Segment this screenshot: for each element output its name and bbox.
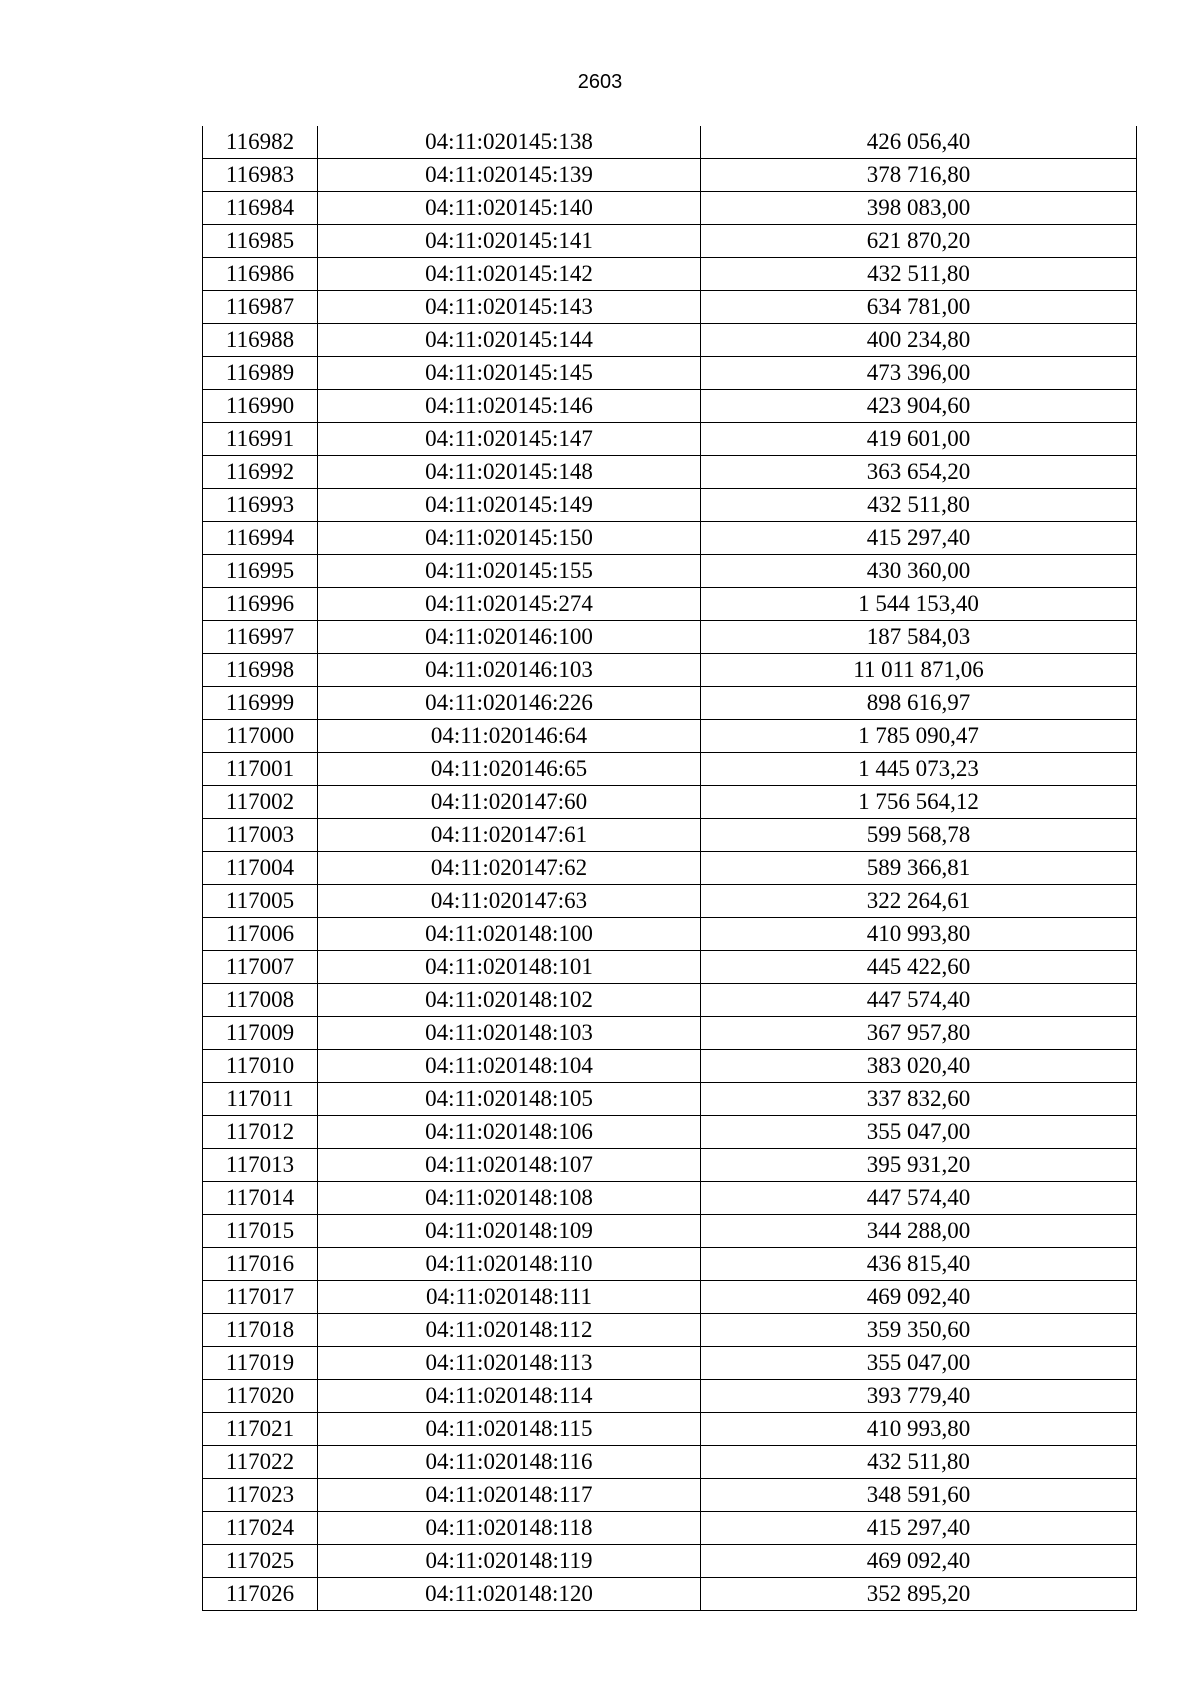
row-number-cell: 117006 — [203, 918, 318, 951]
row-number-cell: 116984 — [203, 192, 318, 225]
row-number-cell: 116993 — [203, 489, 318, 522]
cadastral-number-cell: 04:11:020148:109 — [318, 1215, 701, 1248]
table-row — [203, 456, 1137, 489]
table-row — [203, 1182, 1137, 1215]
row-number-cell: 116987 — [203, 291, 318, 324]
row-number-cell: 117021 — [203, 1413, 318, 1446]
cadastral-number-cell: 04:11:020148:112 — [318, 1314, 701, 1347]
table-row — [203, 192, 1137, 225]
cadastral-number-cell: 04:11:020146:103 — [318, 654, 701, 687]
cadastral-number-cell: 04:11:020146:226 — [318, 687, 701, 720]
cadastral-number-cell: 04:11:020145:149 — [318, 489, 701, 522]
cadastral-number-cell: 04:11:020146:64 — [318, 720, 701, 753]
cadastral-value-cell: 1 756 564,12 — [701, 786, 1137, 819]
row-number-cell: 116999 — [203, 687, 318, 720]
cadastral-value-cell: 634 781,00 — [701, 291, 1137, 324]
row-number-cell: 117020 — [203, 1380, 318, 1413]
row-number-cell: 116998 — [203, 654, 318, 687]
cadastral-value-cell: 447 574,40 — [701, 984, 1137, 1017]
cadastral-number-cell: 04:11:020146:100 — [318, 621, 701, 654]
cadastral-number-cell: 04:11:020148:104 — [318, 1050, 701, 1083]
cadastral-value-cell: 344 288,00 — [701, 1215, 1137, 1248]
table-row — [203, 687, 1137, 720]
cadastral-number-cell: 04:11:020148:102 — [318, 984, 701, 1017]
cadastral-value-cell: 398 083,00 — [701, 192, 1137, 225]
table-row — [203, 555, 1137, 588]
cadastral-number-cell: 04:11:020147:61 — [318, 819, 701, 852]
table-row — [203, 489, 1137, 522]
row-number-cell: 116996 — [203, 588, 318, 621]
cadastral-number-cell: 04:11:020148:108 — [318, 1182, 701, 1215]
row-number-cell: 116985 — [203, 225, 318, 258]
table-row — [203, 1149, 1137, 1182]
cadastral-value-cell: 395 931,20 — [701, 1149, 1137, 1182]
cadastral-value-cell: 400 234,80 — [701, 324, 1137, 357]
row-number-cell: 117012 — [203, 1116, 318, 1149]
cadastral-number-cell: 04:11:020148:106 — [318, 1116, 701, 1149]
row-number-cell: 117023 — [203, 1479, 318, 1512]
cadastral-number-cell: 04:11:020145:140 — [318, 192, 701, 225]
table-row — [203, 621, 1137, 654]
table-row — [203, 852, 1137, 885]
cadastral-value-cell: 445 422,60 — [701, 951, 1137, 984]
table-row — [203, 357, 1137, 390]
cadastral-value-cell: 415 297,40 — [701, 522, 1137, 555]
cadastral-value-cell: 1 544 153,40 — [701, 588, 1137, 621]
row-number-cell: 116989 — [203, 357, 318, 390]
table-row — [203, 720, 1137, 753]
row-number-cell: 116994 — [203, 522, 318, 555]
cadastral-number-cell: 04:11:020148:115 — [318, 1413, 701, 1446]
cadastral-value-cell: 430 360,00 — [701, 555, 1137, 588]
cadastral-number-cell: 04:11:020145:142 — [318, 258, 701, 291]
row-number-cell: 117014 — [203, 1182, 318, 1215]
cadastral-value-cell: 355 047,00 — [701, 1347, 1137, 1380]
table-row — [203, 918, 1137, 951]
table-row — [203, 654, 1137, 687]
cadastral-value-cell: 355 047,00 — [701, 1116, 1137, 1149]
table-row — [203, 1083, 1137, 1116]
cadastral-number-cell: 04:11:020148:120 — [318, 1578, 701, 1611]
cadastral-value-cell: 469 092,40 — [701, 1545, 1137, 1578]
table-row — [203, 1017, 1137, 1050]
table-row — [203, 1413, 1137, 1446]
table-row — [203, 225, 1137, 258]
cadastral-value-cell: 415 297,40 — [701, 1512, 1137, 1545]
cadastral-value-cell: 410 993,80 — [701, 1413, 1137, 1446]
row-number-cell: 116983 — [203, 159, 318, 192]
cadastral-value-cell: 1 785 090,47 — [701, 720, 1137, 753]
table-row — [203, 1347, 1137, 1380]
cadastral-value-cell: 1 445 073,23 — [701, 753, 1137, 786]
table-row — [203, 258, 1137, 291]
cadastral-value-cell: 898 616,97 — [701, 687, 1137, 720]
cadastral-value-cell: 378 716,80 — [701, 159, 1137, 192]
cadastral-value-cell: 187 584,03 — [701, 621, 1137, 654]
row-number-cell: 117008 — [203, 984, 318, 1017]
cadastral-number-cell: 04:11:020148:100 — [318, 918, 701, 951]
cadastral-value-cell: 363 654,20 — [701, 456, 1137, 489]
cadastral-number-cell: 04:11:020145:139 — [318, 159, 701, 192]
table-row — [203, 1446, 1137, 1479]
row-number-cell: 117003 — [203, 819, 318, 852]
table-row — [203, 951, 1137, 984]
row-number-cell: 117026 — [203, 1578, 318, 1611]
row-number-cell: 116982 — [203, 126, 318, 159]
row-number-cell: 117011 — [203, 1083, 318, 1116]
table-row — [203, 786, 1137, 819]
row-number-cell: 116997 — [203, 621, 318, 654]
cadastral-number-cell: 04:11:020145:155 — [318, 555, 701, 588]
cadastral-number-cell: 04:11:020148:103 — [318, 1017, 701, 1050]
table-row — [203, 819, 1137, 852]
row-number-cell: 117007 — [203, 951, 318, 984]
row-number-cell: 117005 — [203, 885, 318, 918]
cadastral-number-cell: 04:11:020145:145 — [318, 357, 701, 390]
cadastral-number-cell: 04:11:020148:101 — [318, 951, 701, 984]
table-row — [203, 1248, 1137, 1281]
cadastral-number-cell: 04:11:020145:150 — [318, 522, 701, 555]
table-row — [203, 1314, 1137, 1347]
cadastral-number-cell: 04:11:020147:62 — [318, 852, 701, 885]
cadastral-number-cell: 04:11:020145:147 — [318, 423, 701, 456]
table-row — [203, 753, 1137, 786]
table-row — [203, 1545, 1137, 1578]
cadastral-value-cell: 469 092,40 — [701, 1281, 1137, 1314]
cadastral-value-cell: 337 832,60 — [701, 1083, 1137, 1116]
row-number-cell: 116992 — [203, 456, 318, 489]
cadastral-number-cell: 04:11:020148:114 — [318, 1380, 701, 1413]
cadastral-number-cell: 04:11:020148:119 — [318, 1545, 701, 1578]
table-row — [203, 588, 1137, 621]
row-number-cell: 117025 — [203, 1545, 318, 1578]
row-number-cell: 117004 — [203, 852, 318, 885]
cadastral-number-cell: 04:11:020148:105 — [318, 1083, 701, 1116]
row-number-cell: 117017 — [203, 1281, 318, 1314]
cadastral-value-cell: 383 020,40 — [701, 1050, 1137, 1083]
row-number-cell: 116986 — [203, 258, 318, 291]
table-row — [203, 324, 1137, 357]
cadastral-number-cell: 04:11:020148:116 — [318, 1446, 701, 1479]
cadastral-number-cell: 04:11:020148:117 — [318, 1479, 701, 1512]
row-number-cell: 117001 — [203, 753, 318, 786]
cadastral-value-cell: 589 366,81 — [701, 852, 1137, 885]
row-number-cell: 117000 — [203, 720, 318, 753]
cadastral-value-cell: 436 815,40 — [701, 1248, 1137, 1281]
cadastral-number-cell: 04:11:020145:143 — [318, 291, 701, 324]
table-row — [203, 126, 1137, 159]
table-row — [203, 522, 1137, 555]
row-number-cell: 117018 — [203, 1314, 318, 1347]
cadastral-value-cell: 410 993,80 — [701, 918, 1137, 951]
row-number-cell: 117024 — [203, 1512, 318, 1545]
row-number-cell: 117002 — [203, 786, 318, 819]
row-number-cell: 116995 — [203, 555, 318, 588]
table-row — [203, 1479, 1137, 1512]
cadastral-number-cell: 04:11:020145:138 — [318, 126, 701, 159]
cadastral-number-cell: 04:11:020148:118 — [318, 1512, 701, 1545]
row-number-cell: 117022 — [203, 1446, 318, 1479]
row-number-cell: 116988 — [203, 324, 318, 357]
table-row — [203, 1380, 1137, 1413]
table-row — [203, 1116, 1137, 1149]
row-number-cell: 117009 — [203, 1017, 318, 1050]
cadastral-number-cell: 04:11:020145:148 — [318, 456, 701, 489]
table-row — [203, 1578, 1137, 1611]
table-row — [203, 1215, 1137, 1248]
cadastral-value-cell: 393 779,40 — [701, 1380, 1137, 1413]
row-number-cell: 117013 — [203, 1149, 318, 1182]
cadastral-value-cell: 423 904,60 — [701, 390, 1137, 423]
cadastral-value-cell: 322 264,61 — [701, 885, 1137, 918]
cadastral-number-cell: 04:11:020145:274 — [318, 588, 701, 621]
table-body — [203, 126, 1137, 1611]
table-row — [203, 291, 1137, 324]
cadastral-number-cell: 04:11:020147:60 — [318, 786, 701, 819]
cadastral-number-cell: 04:11:020145:144 — [318, 324, 701, 357]
table-row — [203, 1512, 1137, 1545]
row-number-cell: 117019 — [203, 1347, 318, 1380]
cadastral-number-cell: 04:11:020148:107 — [318, 1149, 701, 1182]
row-number-cell: 116990 — [203, 390, 318, 423]
cadastral-value-cell: 473 396,00 — [701, 357, 1137, 390]
cadastral-value-cell: 11 011 871,06 — [701, 654, 1137, 687]
page-number: 2603 — [577, 71, 623, 93]
cadastral-number-cell: 04:11:020148:111 — [318, 1281, 701, 1314]
row-number-cell: 117010 — [203, 1050, 318, 1083]
cadastral-value-cell: 432 511,80 — [701, 258, 1137, 291]
row-number-cell: 116991 — [203, 423, 318, 456]
cadastral-value-cell: 348 591,60 — [701, 1479, 1137, 1512]
cadastral-number-cell: 04:11:020146:65 — [318, 753, 701, 786]
cadastral-number-cell: 04:11:020145:141 — [318, 225, 701, 258]
cadastral-value-cell: 426 056,40 — [701, 126, 1137, 159]
cadastral-value-cell: 359 350,60 — [701, 1314, 1137, 1347]
table-row — [203, 885, 1137, 918]
table-row — [203, 423, 1137, 456]
cadastral-number-cell: 04:11:020148:110 — [318, 1248, 701, 1281]
cadastral-value-cell: 367 957,80 — [701, 1017, 1137, 1050]
cadastral-value-cell: 352 895,20 — [701, 1578, 1137, 1611]
table-row — [203, 1050, 1137, 1083]
table-row — [203, 1281, 1137, 1314]
cadastral-number-cell: 04:11:020148:113 — [318, 1347, 701, 1380]
table-row — [203, 159, 1137, 192]
cadastral-number-cell: 04:11:020147:63 — [318, 885, 701, 918]
cadastral-value-cell: 432 511,80 — [701, 1446, 1137, 1479]
cadastral-value-cell: 621 870,20 — [701, 225, 1137, 258]
row-number-cell: 117015 — [203, 1215, 318, 1248]
cadastral-number-cell: 04:11:020145:146 — [318, 390, 701, 423]
cadastral-value-cell: 432 511,80 — [701, 489, 1137, 522]
table-row — [203, 390, 1137, 423]
cadastral-value-cell: 599 568,78 — [701, 819, 1137, 852]
row-number-cell: 117016 — [203, 1248, 318, 1281]
cadastral-value-cell: 419 601,00 — [701, 423, 1137, 456]
cadastral-value-table — [202, 126, 1137, 1611]
cadastral-value-cell: 447 574,40 — [701, 1182, 1137, 1215]
table-row — [203, 984, 1137, 1017]
